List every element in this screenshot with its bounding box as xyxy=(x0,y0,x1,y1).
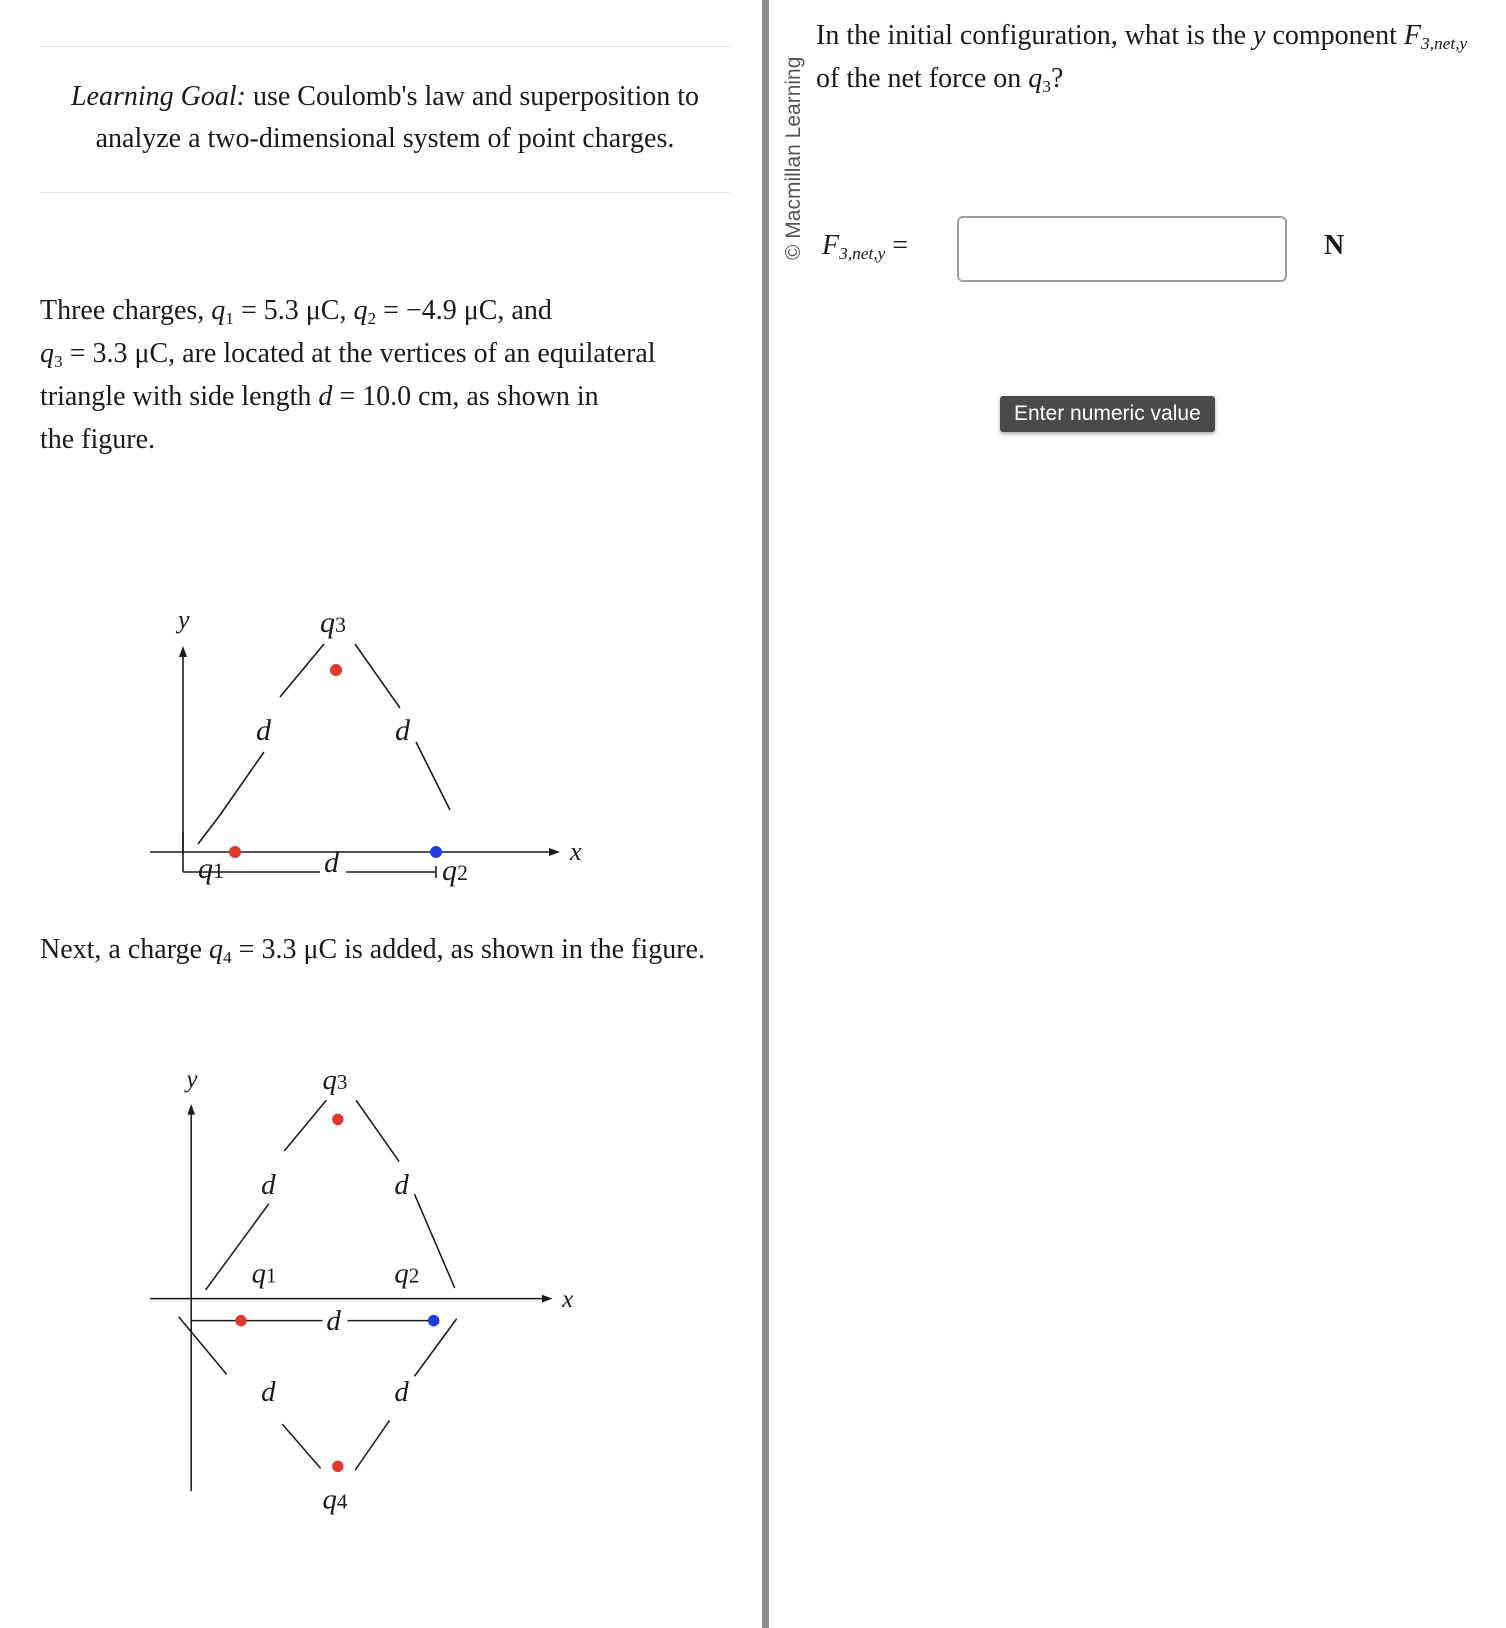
figure-with-q4 xyxy=(150,1060,610,1520)
x-axis-label: x xyxy=(570,837,582,866)
side-right-lower xyxy=(416,742,450,810)
lower-right-side-bottom xyxy=(355,1420,390,1470)
next-statement: Next, a charge $q_4 = 3.3$ μC is added, as shown in the figure. xyxy=(40,934,705,968)
side-left-lower xyxy=(220,752,264,815)
y-axis-arrow-icon xyxy=(187,1104,195,1115)
unit-label: N xyxy=(1324,230,1345,261)
panel-divider xyxy=(762,0,769,1628)
y-axis-label: y xyxy=(186,1065,198,1093)
goal-divider xyxy=(40,192,730,193)
side-label-right: d xyxy=(395,714,410,747)
q2-label: q2 xyxy=(394,1257,420,1290)
answer-label: $F_{3,net,y}$ = xyxy=(822,230,909,264)
q3-label: q3 xyxy=(322,1063,348,1096)
q2-charge-dot xyxy=(430,846,442,858)
q1-label: q1 xyxy=(198,852,224,885)
side-left-upper xyxy=(280,644,324,697)
side-label-bottom: d xyxy=(324,846,339,879)
problem-statement: Three charges, $q_1 = 5.3$ μC, $q_2 = -4.9$ μC, and $q_3 = 3.3$ μC, are located at the vertices of an equilateral triangle with side length d = 10.0 cm, as shown in the figure. xyxy=(40,295,656,455)
y-axis-label: y xyxy=(178,605,190,634)
q1-label: q1 xyxy=(251,1257,277,1290)
y-axis-arrow-icon xyxy=(179,646,187,657)
side-label-middle: d xyxy=(326,1305,341,1338)
learning-goal-label: Learning Goal: xyxy=(70,81,246,112)
question-prompt: In the initial configuration, what is the y component $F_{3,net,y}$ of the net force on $q_3$? xyxy=(816,20,1468,97)
q3-label: q3 xyxy=(320,606,346,639)
q1-charge-dot xyxy=(235,1315,247,1327)
answer-input[interactable] xyxy=(957,216,1287,282)
learning-goal-text: use Coulomb's law and superposition to analyze a two-dimensional system of point charges. xyxy=(95,81,700,154)
q2-charge-dot xyxy=(428,1315,440,1327)
x-axis-arrow-icon xyxy=(549,848,560,856)
learning-goal xyxy=(40,76,730,160)
side-right-upper xyxy=(355,644,400,708)
input-tooltip: Enter numeric value xyxy=(1000,396,1215,432)
upper-right-side-bottom xyxy=(415,1194,455,1288)
side-label-upper-left: d xyxy=(261,1169,276,1202)
q3-charge-dot xyxy=(330,664,342,676)
side-left-end xyxy=(198,815,220,844)
copyright-credit: © Macmillan Learning xyxy=(782,56,805,260)
side-label-lower-left: d xyxy=(261,1376,276,1409)
q2-label: q2 xyxy=(442,854,468,887)
q3-charge-dot xyxy=(332,1114,344,1126)
x-axis-arrow-icon xyxy=(542,1295,553,1303)
upper-left-side-top xyxy=(284,1100,326,1151)
lower-left-side-top xyxy=(179,1317,227,1375)
lower-right-side-top xyxy=(415,1319,457,1377)
x-axis-label: x xyxy=(562,1286,574,1314)
q4-label: q4 xyxy=(322,1483,348,1516)
q4-charge-dot xyxy=(332,1461,344,1473)
side-label-upper-right: d xyxy=(394,1169,409,1202)
lower-left-side-bottom xyxy=(282,1424,320,1468)
top-divider xyxy=(40,46,730,47)
side-label-lower-right: d xyxy=(394,1376,409,1409)
q1-charge-dot xyxy=(229,846,241,858)
side-label-left: d xyxy=(256,714,271,747)
upper-right-side-top xyxy=(356,1100,399,1161)
